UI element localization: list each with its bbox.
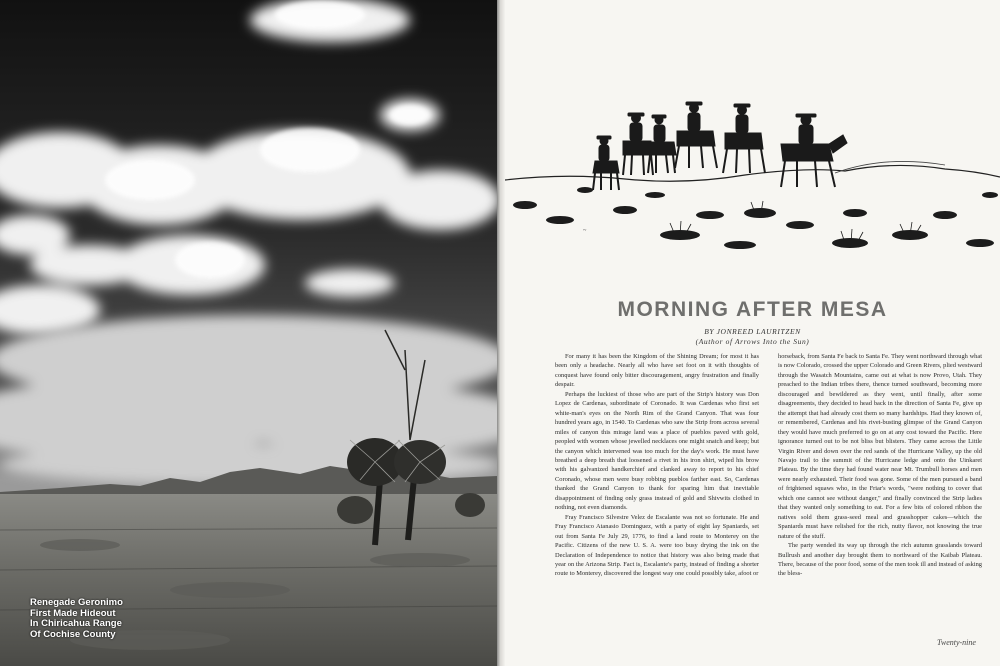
paragraph: The party wended its way up through the rich autumn grasslands toward Bullrush and another day brought them to northward of the Kaibab Plateau. There, because of the poor food, some of the men took ill and instead of asking the bless- (778, 542, 982, 578)
paragraph: horseback, from Santa Fe back to Santa Fe. They went northward through what is now Colorado, crossed the upper Colorado and Green Rivers, plied westward through the Wasatch Mountains, came out at what is now Provo, Utah. They preached to the Indian tribes there, thence turned southward, becoming more discouraged and bewildered as they went, until finally, after some disagreements, they decided to head back in the direction of Santa Fe, give up the attempt that had already cost them so many hardships. Had they known of, or remembered, Cardenas and his rivet-busting glimpse of the Grand Canyon they would have much preferred to go on at any cost toward the Pacific. Here ignorance turned out to be not bliss but blisters. They came across the Little Virgin River and down over the red sands of the Hurricane Valley, up the old Navajo trail to the summit of the Hurricane ledge and onto the Uinkaret Plateau. By the time they had found water near Mt. Trumbull horses and men were nearly exhausted. Their food was gone. Some of the men pursued a band of frightened squaws who, in the Friar's words, "were nothing to cover that which one cannot see without danger," and finally convinced the Strip ladies that they wanted only something to eat. For a few bits of colored ribbon the natives sold them grass-seed meal and grasshopper cakes—which the Spaniards must have relished for the rich, nutty flavor, not knowing the true nature of the stuff. (778, 353, 982, 540)
paragraph: Fray Francisco Silvestre Velez de Escalante was not so fortunate. He and Fray Francisco Atanasio Dominguez, with a party of eight lay Spaniards, set out from Santa Fe July 29, 1776, to find a land route to Monterey on the Pacific. Citizens of the new U. S. A. were too busy drying the ink on the Declaration of Independence to notice that history was also being made that year on the Arizona Strip. Fact is, Escalante's party, instead of finding a shorter route to Monterey, discovered the longest way one could possibly take, afoot or (555, 513, 759, 578)
page-gutter (497, 0, 505, 666)
caption-line: First Made Hideout (30, 607, 116, 619)
caption-line: Renegade Geronimo (30, 597, 123, 608)
author-line: BY JONREED LAURITZEN (704, 327, 801, 336)
caption-line: Of Cochise County (30, 628, 116, 640)
article-column-right (778, 352, 982, 579)
caption-line: In Chiricahua Range (30, 618, 122, 629)
article-page (505, 0, 1000, 666)
svg-text:~: ~ (583, 228, 587, 234)
paragraph: For many it has been the Kingdom of the Shining Dream; for most it has been only a headache. Nearly all who have set foot on it with thoughts of conquest have found only bitter discouragement, angry frustration and finally despair. (555, 353, 759, 389)
horsemen-illustration (505, 95, 1000, 270)
author-note: (Author of Arrows Into the Sun) (695, 337, 810, 346)
landscape-photo (0, 0, 497, 666)
article-column-left (555, 352, 759, 579)
byline (505, 327, 1000, 347)
paragraph: Perhaps the luckiest of those who are part of the Strip's history was Don Lopez de Cardenas, subordinate of Coronado. It was Cardenas who first set white-man's eyes on the North Rim of the Grand Canyon. That was four hundred years ago, in 1540. To Cardenas who saw the Strip from across several miles of canyon this mirage land was a place of pueblos paved with gold, peopled with women whose jewelled necklaces one might snatch and keep; but the canyon which intervened was too much for the day's work. He must have breathed a deep breath that loosened a rivet in his iron shirt, wiped his brow with his galvanized handkerchief and clanked away to report to his chief Coronado, whose men were busy robbing pueblos farther east. So, Cardenas thanked the Grand Canyon to thank for sparing him that inevitable disappointment of finding only grass instead of gold and Shivwits clothed in nothing, not even diamonds. (555, 390, 759, 512)
page-number: Twenty-nine (937, 638, 976, 647)
photo-caption (30, 598, 150, 640)
article-title: MORNING AFTER MESA (617, 298, 888, 321)
